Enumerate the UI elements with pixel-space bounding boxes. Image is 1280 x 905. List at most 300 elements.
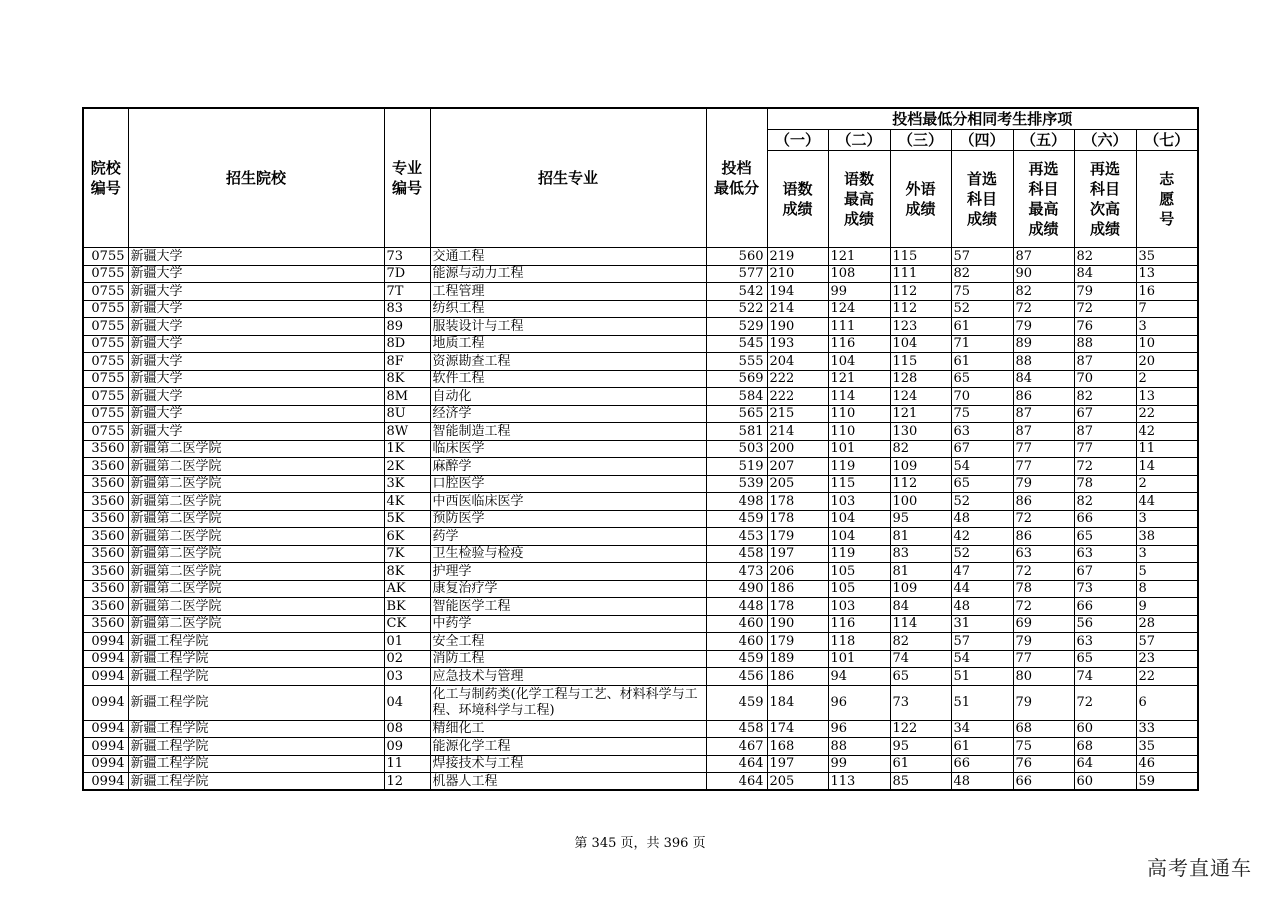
cell-rank-4: 48 xyxy=(951,773,1013,791)
cell-rank-7: 9 xyxy=(1136,598,1198,616)
header-rank-no: （六） xyxy=(1074,130,1136,151)
table-row xyxy=(83,545,1198,563)
cell-min-score: 503 xyxy=(706,440,767,458)
cell-rank-6: 79 xyxy=(1074,283,1136,301)
cell-rank-2: 105 xyxy=(828,580,890,598)
cell-rank-1: 179 xyxy=(767,633,828,651)
cell-school-name: 新疆第二医学院 xyxy=(128,580,384,598)
cell-rank-6: 67 xyxy=(1074,405,1136,423)
cell-school-name: 新疆第二医学院 xyxy=(128,528,384,546)
cell-rank-5: 79 xyxy=(1013,633,1074,651)
cell-rank-1: 207 xyxy=(767,458,828,476)
table-row xyxy=(83,773,1198,791)
cell-rank-1: 219 xyxy=(767,248,828,266)
cell-min-score: 473 xyxy=(706,563,767,581)
table-header xyxy=(83,108,1198,248)
cell-min-score: 569 xyxy=(706,370,767,388)
cell-rank-4: 34 xyxy=(951,720,1013,738)
cell-school-code: 0755 xyxy=(83,353,128,371)
cell-major-name: 交通工程 xyxy=(430,248,706,266)
cell-school-code: 0755 xyxy=(83,423,128,441)
cell-rank-3: 85 xyxy=(890,773,951,791)
cell-rank-2: 99 xyxy=(828,755,890,773)
cell-rank-7: 13 xyxy=(1136,388,1198,406)
cell-rank-5: 79 xyxy=(1013,685,1074,720)
cell-rank-3: 65 xyxy=(890,668,951,686)
cell-min-score: 458 xyxy=(706,720,767,738)
cell-rank-7: 28 xyxy=(1136,615,1198,633)
cell-school-name: 新疆第二医学院 xyxy=(128,475,384,493)
cell-rank-2: 108 xyxy=(828,265,890,283)
cell-major-name: 工程管理 xyxy=(430,283,706,301)
cell-rank-6: 88 xyxy=(1074,335,1136,353)
cell-school-name: 新疆第二医学院 xyxy=(128,440,384,458)
cell-rank-6: 82 xyxy=(1074,248,1136,266)
cell-major-name: 能源化学工程 xyxy=(430,738,706,756)
cell-major-name: 能源与动力工程 xyxy=(430,265,706,283)
cell-rank-4: 54 xyxy=(951,650,1013,668)
cell-rank-2: 96 xyxy=(828,685,890,720)
cell-rank-4: 67 xyxy=(951,440,1013,458)
cell-school-code: 0994 xyxy=(83,633,128,651)
cell-rank-5: 87 xyxy=(1013,405,1074,423)
cell-major-code: 89 xyxy=(384,318,430,336)
cell-school-code: 3560 xyxy=(83,598,128,616)
cell-rank-7: 35 xyxy=(1136,248,1198,266)
cell-school-name: 新疆大学 xyxy=(128,388,384,406)
cell-major-code: 01 xyxy=(384,633,430,651)
cell-major-code: 5K xyxy=(384,510,430,528)
cell-school-name: 新疆工程学院 xyxy=(128,633,384,651)
cell-major-name: 预防医学 xyxy=(430,510,706,528)
cell-rank-5: 77 xyxy=(1013,458,1074,476)
cell-rank-4: 75 xyxy=(951,283,1013,301)
cell-major-name: 卫生检验与检疫 xyxy=(430,545,706,563)
cell-rank-2: 94 xyxy=(828,668,890,686)
cell-major-name: 化工与制药类(化学工程与工艺、材料科学与工程、环境科学与工程) xyxy=(430,685,706,720)
cell-rank-3: 61 xyxy=(890,755,951,773)
cell-rank-4: 48 xyxy=(951,598,1013,616)
cell-major-code: 08 xyxy=(384,720,430,738)
cell-rank-3: 95 xyxy=(890,510,951,528)
cell-rank-1: 222 xyxy=(767,370,828,388)
cell-major-code: 09 xyxy=(384,738,430,756)
cell-rank-5: 79 xyxy=(1013,475,1074,493)
header-rank-no: （三） xyxy=(890,130,951,151)
cell-rank-4: 61 xyxy=(951,318,1013,336)
cell-rank-5: 76 xyxy=(1013,755,1074,773)
cell-rank-7: 20 xyxy=(1136,353,1198,371)
header-rank-label: 再选 科目 最高 成绩 xyxy=(1013,151,1074,248)
cell-rank-2: 118 xyxy=(828,633,890,651)
cell-rank-6: 64 xyxy=(1074,755,1136,773)
cell-major-code: 4K xyxy=(384,493,430,511)
header-rank-label: 再选 科目 次高 成绩 xyxy=(1074,151,1136,248)
header-school-code: 院校 编号 xyxy=(83,108,128,248)
table-row xyxy=(83,248,1198,266)
cell-school-name: 新疆大学 xyxy=(128,335,384,353)
cell-school-code: 0755 xyxy=(83,405,128,423)
cell-rank-7: 38 xyxy=(1136,528,1198,546)
cell-rank-4: 65 xyxy=(951,370,1013,388)
cell-major-name: 服装设计与工程 xyxy=(430,318,706,336)
table-row xyxy=(83,563,1198,581)
cell-rank-2: 88 xyxy=(828,738,890,756)
table-row xyxy=(83,335,1198,353)
cell-rank-4: 52 xyxy=(951,493,1013,511)
cell-rank-6: 68 xyxy=(1074,738,1136,756)
cell-school-name: 新疆大学 xyxy=(128,405,384,423)
cell-school-name: 新疆大学 xyxy=(128,300,384,318)
cell-rank-6: 82 xyxy=(1074,388,1136,406)
cell-rank-6: 72 xyxy=(1074,300,1136,318)
cell-rank-6: 63 xyxy=(1074,545,1136,563)
cell-rank-5: 72 xyxy=(1013,510,1074,528)
cell-rank-4: 54 xyxy=(951,458,1013,476)
cell-rank-7: 3 xyxy=(1136,545,1198,563)
cell-major-code: 04 xyxy=(384,685,430,720)
header-rank-group: 投档最低分相同考生排序项 xyxy=(767,108,1198,130)
table-row xyxy=(83,528,1198,546)
cell-school-code: 0755 xyxy=(83,318,128,336)
cell-school-code: 3560 xyxy=(83,545,128,563)
cell-min-score: 464 xyxy=(706,773,767,791)
cell-min-score: 460 xyxy=(706,633,767,651)
cell-min-score: 459 xyxy=(706,685,767,720)
cell-min-score: 458 xyxy=(706,545,767,563)
table-row xyxy=(83,493,1198,511)
cell-rank-7: 7 xyxy=(1136,300,1198,318)
header-major-name: 招生专业 xyxy=(430,108,706,248)
cell-school-name: 新疆大学 xyxy=(128,265,384,283)
cell-school-name: 新疆第二医学院 xyxy=(128,615,384,633)
cell-rank-1: 178 xyxy=(767,510,828,528)
cell-major-code: 8F xyxy=(384,353,430,371)
cell-rank-3: 111 xyxy=(890,265,951,283)
cell-rank-5: 86 xyxy=(1013,388,1074,406)
cell-major-code: AK xyxy=(384,580,430,598)
cell-school-code: 0994 xyxy=(83,755,128,773)
cell-min-score: 456 xyxy=(706,668,767,686)
cell-school-name: 新疆第二医学院 xyxy=(128,563,384,581)
cell-rank-7: 16 xyxy=(1136,283,1198,301)
table-row xyxy=(83,440,1198,458)
table-row xyxy=(83,388,1198,406)
table-row xyxy=(83,318,1198,336)
cell-major-name: 消防工程 xyxy=(430,650,706,668)
cell-rank-5: 86 xyxy=(1013,528,1074,546)
cell-rank-7: 33 xyxy=(1136,720,1198,738)
cell-rank-2: 114 xyxy=(828,388,890,406)
cell-rank-1: 205 xyxy=(767,773,828,791)
cell-school-name: 新疆第二医学院 xyxy=(128,545,384,563)
header-rank-no: （四） xyxy=(951,130,1013,151)
cell-rank-7: 10 xyxy=(1136,335,1198,353)
cell-rank-1: 205 xyxy=(767,475,828,493)
cell-rank-5: 72 xyxy=(1013,563,1074,581)
table-row xyxy=(83,300,1198,318)
table-row xyxy=(83,615,1198,633)
cell-school-code: 3560 xyxy=(83,458,128,476)
cell-rank-3: 122 xyxy=(890,720,951,738)
cell-rank-6: 72 xyxy=(1074,458,1136,476)
cell-major-code: 8K xyxy=(384,563,430,581)
cell-major-code: 12 xyxy=(384,773,430,791)
cell-school-name: 新疆工程学院 xyxy=(128,755,384,773)
table-row xyxy=(83,423,1198,441)
cell-school-code: 0994 xyxy=(83,685,128,720)
cell-rank-3: 112 xyxy=(890,300,951,318)
cell-rank-5: 72 xyxy=(1013,598,1074,616)
cell-rank-4: 70 xyxy=(951,388,1013,406)
cell-major-code: 7K xyxy=(384,545,430,563)
cell-school-name: 新疆大学 xyxy=(128,318,384,336)
cell-rank-2: 124 xyxy=(828,300,890,318)
cell-rank-3: 109 xyxy=(890,580,951,598)
cell-rank-6: 56 xyxy=(1074,615,1136,633)
admission-score-table xyxy=(82,107,1199,791)
cell-rank-1: 206 xyxy=(767,563,828,581)
cell-rank-6: 84 xyxy=(1074,265,1136,283)
cell-rank-6: 82 xyxy=(1074,493,1136,511)
cell-major-code: 7D xyxy=(384,265,430,283)
cell-rank-5: 87 xyxy=(1013,423,1074,441)
cell-rank-4: 42 xyxy=(951,528,1013,546)
cell-min-score: 519 xyxy=(706,458,767,476)
table-row xyxy=(83,720,1198,738)
table-body xyxy=(83,248,1198,791)
cell-rank-6: 74 xyxy=(1074,668,1136,686)
cell-school-code: 0755 xyxy=(83,300,128,318)
cell-rank-2: 110 xyxy=(828,405,890,423)
cell-school-name: 新疆大学 xyxy=(128,423,384,441)
cell-rank-5: 82 xyxy=(1013,283,1074,301)
header-rank-no: （七） xyxy=(1136,130,1198,151)
cell-school-code: 0994 xyxy=(83,650,128,668)
cell-rank-5: 79 xyxy=(1013,318,1074,336)
cell-rank-6: 60 xyxy=(1074,720,1136,738)
cell-school-code: 0994 xyxy=(83,668,128,686)
cell-major-code: 83 xyxy=(384,300,430,318)
cell-school-name: 新疆第二医学院 xyxy=(128,458,384,476)
cell-school-code: 0755 xyxy=(83,335,128,353)
cell-rank-2: 121 xyxy=(828,370,890,388)
cell-rank-2: 116 xyxy=(828,335,890,353)
cell-rank-1: 222 xyxy=(767,388,828,406)
cell-school-code: 3560 xyxy=(83,580,128,598)
cell-rank-3: 104 xyxy=(890,335,951,353)
cell-rank-7: 11 xyxy=(1136,440,1198,458)
cell-rank-6: 66 xyxy=(1074,598,1136,616)
cell-rank-7: 14 xyxy=(1136,458,1198,476)
cell-rank-1: 178 xyxy=(767,493,828,511)
table-row xyxy=(83,685,1198,720)
cell-rank-6: 87 xyxy=(1074,353,1136,371)
cell-rank-2: 105 xyxy=(828,563,890,581)
cell-rank-4: 63 xyxy=(951,423,1013,441)
cell-major-code: CK xyxy=(384,615,430,633)
header-rank-label: 外语 成绩 xyxy=(890,151,951,248)
cell-rank-7: 8 xyxy=(1136,580,1198,598)
table-row xyxy=(83,283,1198,301)
cell-rank-1: 179 xyxy=(767,528,828,546)
cell-rank-6: 76 xyxy=(1074,318,1136,336)
cell-rank-7: 59 xyxy=(1136,773,1198,791)
cell-min-score: 542 xyxy=(706,283,767,301)
cell-rank-6: 67 xyxy=(1074,563,1136,581)
cell-major-name: 中西医临床医学 xyxy=(430,493,706,511)
cell-rank-4: 52 xyxy=(951,545,1013,563)
table-row xyxy=(83,370,1198,388)
cell-rank-6: 70 xyxy=(1074,370,1136,388)
cell-rank-2: 103 xyxy=(828,493,890,511)
cell-rank-3: 83 xyxy=(890,545,951,563)
cell-rank-5: 87 xyxy=(1013,248,1074,266)
cell-min-score: 584 xyxy=(706,388,767,406)
cell-rank-1: 210 xyxy=(767,265,828,283)
cell-rank-7: 3 xyxy=(1136,510,1198,528)
cell-min-score: 522 xyxy=(706,300,767,318)
cell-school-code: 0994 xyxy=(83,773,128,791)
cell-min-score: 529 xyxy=(706,318,767,336)
cell-rank-3: 81 xyxy=(890,528,951,546)
cell-rank-2: 110 xyxy=(828,423,890,441)
cell-rank-2: 115 xyxy=(828,475,890,493)
cell-rank-3: 115 xyxy=(890,248,951,266)
cell-rank-3: 124 xyxy=(890,388,951,406)
table-row xyxy=(83,510,1198,528)
cell-rank-1: 194 xyxy=(767,283,828,301)
cell-rank-4: 51 xyxy=(951,685,1013,720)
cell-min-score: 560 xyxy=(706,248,767,266)
cell-rank-4: 71 xyxy=(951,335,1013,353)
cell-school-name: 新疆工程学院 xyxy=(128,685,384,720)
table-row xyxy=(83,353,1198,371)
cell-school-code: 3560 xyxy=(83,440,128,458)
cell-rank-4: 47 xyxy=(951,563,1013,581)
cell-rank-5: 78 xyxy=(1013,580,1074,598)
cell-major-code: 8M xyxy=(384,388,430,406)
cell-school-name: 新疆大学 xyxy=(128,370,384,388)
cell-rank-7: 2 xyxy=(1136,475,1198,493)
cell-rank-5: 68 xyxy=(1013,720,1074,738)
cell-rank-7: 22 xyxy=(1136,668,1198,686)
cell-rank-3: 115 xyxy=(890,353,951,371)
cell-rank-7: 35 xyxy=(1136,738,1198,756)
cell-major-name: 纺织工程 xyxy=(430,300,706,318)
cell-school-code: 0755 xyxy=(83,370,128,388)
cell-school-name: 新疆工程学院 xyxy=(128,668,384,686)
cell-rank-1: 189 xyxy=(767,650,828,668)
cell-rank-5: 75 xyxy=(1013,738,1074,756)
cell-school-code: 0994 xyxy=(83,720,128,738)
cell-rank-5: 77 xyxy=(1013,650,1074,668)
cell-min-score: 539 xyxy=(706,475,767,493)
cell-rank-4: 65 xyxy=(951,475,1013,493)
header-rank-label: 志 愿 号 xyxy=(1136,151,1198,248)
cell-major-name: 安全工程 xyxy=(430,633,706,651)
cell-major-code: 1K xyxy=(384,440,430,458)
cell-rank-4: 61 xyxy=(951,353,1013,371)
cell-school-name: 新疆工程学院 xyxy=(128,773,384,791)
cell-rank-2: 104 xyxy=(828,510,890,528)
cell-rank-2: 96 xyxy=(828,720,890,738)
cell-rank-5: 72 xyxy=(1013,300,1074,318)
cell-rank-5: 77 xyxy=(1013,440,1074,458)
cell-rank-2: 119 xyxy=(828,545,890,563)
cell-rank-1: 214 xyxy=(767,423,828,441)
cell-rank-3: 84 xyxy=(890,598,951,616)
cell-rank-1: 174 xyxy=(767,720,828,738)
cell-min-score: 467 xyxy=(706,738,767,756)
cell-rank-4: 82 xyxy=(951,265,1013,283)
cell-rank-5: 88 xyxy=(1013,353,1074,371)
cell-school-code: 3560 xyxy=(83,615,128,633)
cell-school-name: 新疆大学 xyxy=(128,248,384,266)
table-row xyxy=(83,475,1198,493)
table-row xyxy=(83,755,1198,773)
cell-rank-5: 80 xyxy=(1013,668,1074,686)
cell-rank-7: 46 xyxy=(1136,755,1198,773)
cell-school-code: 3560 xyxy=(83,528,128,546)
cell-major-name: 软件工程 xyxy=(430,370,706,388)
cell-rank-4: 57 xyxy=(951,633,1013,651)
cell-major-name: 焊接技术与工程 xyxy=(430,755,706,773)
cell-rank-3: 121 xyxy=(890,405,951,423)
cell-rank-3: 82 xyxy=(890,440,951,458)
cell-major-code: 7T xyxy=(384,283,430,301)
cell-rank-6: 78 xyxy=(1074,475,1136,493)
cell-min-score: 490 xyxy=(706,580,767,598)
cell-min-score: 448 xyxy=(706,598,767,616)
cell-school-code: 3560 xyxy=(83,563,128,581)
cell-rank-3: 112 xyxy=(890,475,951,493)
cell-rank-6: 63 xyxy=(1074,633,1136,651)
cell-major-code: 8U xyxy=(384,405,430,423)
header-rank-label: 语数 最高 成绩 xyxy=(828,151,890,248)
cell-rank-5: 69 xyxy=(1013,615,1074,633)
cell-school-name: 新疆第二医学院 xyxy=(128,598,384,616)
cell-rank-1: 215 xyxy=(767,405,828,423)
cell-min-score: 464 xyxy=(706,755,767,773)
cell-rank-1: 193 xyxy=(767,335,828,353)
cell-rank-4: 51 xyxy=(951,668,1013,686)
cell-rank-1: 214 xyxy=(767,300,828,318)
cell-rank-1: 184 xyxy=(767,685,828,720)
cell-rank-6: 72 xyxy=(1074,685,1136,720)
cell-rank-2: 121 xyxy=(828,248,890,266)
header-school-name: 招生院校 xyxy=(128,108,384,248)
cell-school-name: 新疆第二医学院 xyxy=(128,510,384,528)
cell-rank-3: 73 xyxy=(890,685,951,720)
page-number: 第 345 页，共 396 页 xyxy=(574,836,706,851)
cell-rank-3: 95 xyxy=(890,738,951,756)
cell-rank-1: 190 xyxy=(767,615,828,633)
cell-rank-2: 116 xyxy=(828,615,890,633)
cell-rank-6: 65 xyxy=(1074,528,1136,546)
cell-major-name: 地质工程 xyxy=(430,335,706,353)
header-min-score: 投档 最低分 xyxy=(706,108,767,248)
cell-rank-6: 87 xyxy=(1074,423,1136,441)
cell-rank-2: 104 xyxy=(828,528,890,546)
cell-rank-5: 86 xyxy=(1013,493,1074,511)
cell-rank-3: 114 xyxy=(890,615,951,633)
cell-school-code: 0755 xyxy=(83,248,128,266)
cell-school-code: 0755 xyxy=(83,265,128,283)
watermark-text: 高考直通车 xyxy=(1147,856,1252,880)
cell-rank-3: 82 xyxy=(890,633,951,651)
cell-major-name: 护理学 xyxy=(430,563,706,581)
